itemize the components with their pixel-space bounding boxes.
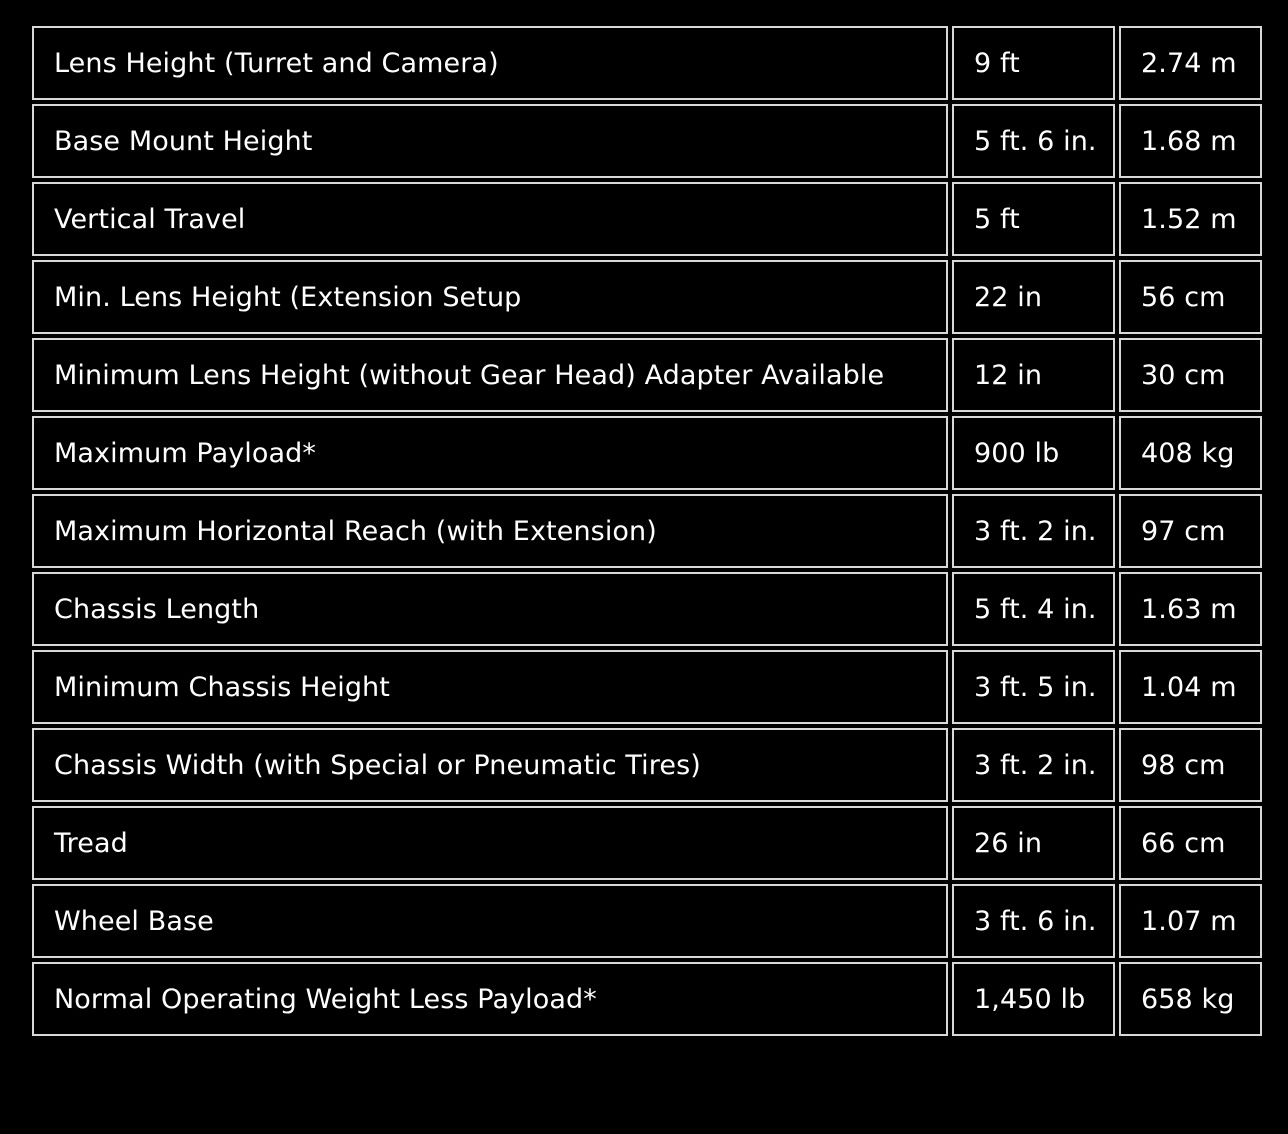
- spec-metric-value: 1.04 m: [1119, 650, 1262, 724]
- spec-metric-value: 1.52 m: [1119, 182, 1262, 256]
- spec-label: Minimum Lens Height (without Gear Head) Adapter Available: [32, 338, 948, 412]
- spec-metric-value: 1.63 m: [1119, 572, 1262, 646]
- spec-metric-value: 66 cm: [1119, 806, 1262, 880]
- table-row: [32, 182, 1262, 256]
- spec-metric-value: 408 kg: [1119, 416, 1262, 490]
- spec-metric-value: 1.68 m: [1119, 104, 1262, 178]
- specifications-table: [28, 22, 1266, 1040]
- spec-imperial-value: 900 lb: [952, 416, 1115, 490]
- table-row: [32, 884, 1262, 958]
- spec-imperial-value: 5 ft. 6 in.: [952, 104, 1115, 178]
- table-row: [32, 650, 1262, 724]
- spec-metric-value: 658 kg: [1119, 962, 1262, 1036]
- spec-imperial-value: 1,450 lb: [952, 962, 1115, 1036]
- spec-metric-value: 1.07 m: [1119, 884, 1262, 958]
- spec-metric-value: 2.74 m: [1119, 26, 1262, 100]
- table-row: [32, 104, 1262, 178]
- spec-imperial-value: 3 ft. 5 in.: [952, 650, 1115, 724]
- spec-metric-value: 98 cm: [1119, 728, 1262, 802]
- spec-imperial-value: 26 in: [952, 806, 1115, 880]
- spec-label: Base Mount Height: [32, 104, 948, 178]
- table-row: [32, 728, 1262, 802]
- spec-label: Vertical Travel: [32, 182, 948, 256]
- spec-label: Chassis Width (with Special or Pneumatic Tires): [32, 728, 948, 802]
- table-row: [32, 572, 1262, 646]
- spec-label: Wheel Base: [32, 884, 948, 958]
- spec-imperial-value: 3 ft. 6 in.: [952, 884, 1115, 958]
- spec-label: Chassis Length: [32, 572, 948, 646]
- table-row: [32, 338, 1262, 412]
- spec-label: Min. Lens Height (Extension Setup: [32, 260, 948, 334]
- spec-imperial-value: 3 ft. 2 in.: [952, 728, 1115, 802]
- spec-label: Lens Height (Turret and Camera): [32, 26, 948, 100]
- spec-imperial-value: 22 in: [952, 260, 1115, 334]
- spec-label: Minimum Chassis Height: [32, 650, 948, 724]
- table-row: [32, 416, 1262, 490]
- spec-imperial-value: 5 ft. 4 in.: [952, 572, 1115, 646]
- spec-imperial-value: 5 ft: [952, 182, 1115, 256]
- spec-label: Normal Operating Weight Less Payload*: [32, 962, 948, 1036]
- table-row: [32, 26, 1262, 100]
- table-row: [32, 806, 1262, 880]
- spec-label: Tread: [32, 806, 948, 880]
- spec-imperial-value: 3 ft. 2 in.: [952, 494, 1115, 568]
- table-row: [32, 494, 1262, 568]
- spec-imperial-value: 9 ft: [952, 26, 1115, 100]
- specifications-table-body: [32, 26, 1262, 1036]
- spec-metric-value: 30 cm: [1119, 338, 1262, 412]
- table-row: [32, 260, 1262, 334]
- spec-label: Maximum Payload*: [32, 416, 948, 490]
- spec-metric-value: 97 cm: [1119, 494, 1262, 568]
- spec-metric-value: 56 cm: [1119, 260, 1262, 334]
- table-row: [32, 962, 1262, 1036]
- spec-imperial-value: 12 in: [952, 338, 1115, 412]
- spec-label: Maximum Horizontal Reach (with Extension): [32, 494, 948, 568]
